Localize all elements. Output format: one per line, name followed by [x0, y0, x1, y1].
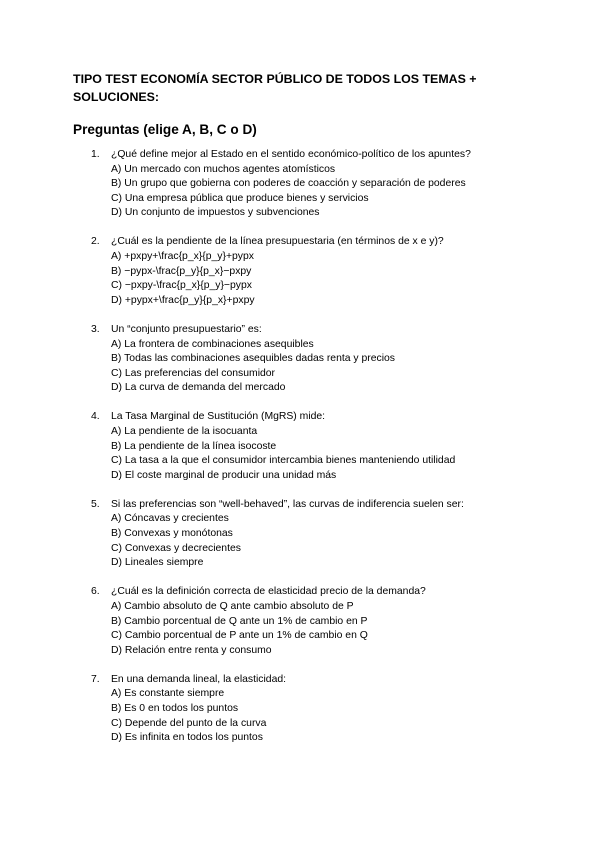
answer-option: B) −pypx-\frac{p_y}{p_x}−pxpy	[111, 265, 252, 277]
question-number: 4.	[91, 411, 100, 423]
question-item	[0, 673, 600, 746]
question-number: 7.	[91, 673, 100, 685]
answer-option: C) Las preferencias del consumidor	[111, 367, 276, 379]
question-text: ¿Qué define mejor al Estado en el sentido económico-político de los apuntes?	[111, 149, 471, 160]
answer-option: A) Cambio absoluto de Q ante cambio absoluto de P	[111, 600, 354, 612]
answer-option: D) La curva de demanda del mercado	[111, 382, 286, 394]
answer-option: A) Un mercado con muchos agentes atomísticos	[111, 163, 336, 175]
answer-option: B) Un grupo que gobierna con poderes de coacción y separación de poderes	[111, 178, 466, 190]
answer-option: A) La frontera de combinaciones asequibles	[111, 338, 314, 350]
question-line	[0, 585, 600, 600]
question-line	[0, 410, 600, 425]
question-item	[0, 235, 600, 308]
answer-option: A) Es constante siempre	[111, 688, 225, 700]
question-line	[0, 323, 600, 338]
question-text: La Tasa Marginal de Sustitución (MgRS) mide:	[111, 411, 326, 423]
question-number: 6.	[91, 586, 100, 598]
question-number: 3.	[91, 323, 100, 335]
question-text: ¿Cuál es la pendiente de la línea presupuestaria (en términos de x e y)?	[111, 236, 444, 248]
answer-option: C) −pxpy-\frac{p_x}{p_y}−pypx	[111, 280, 252, 292]
answer-option: D) Un conjunto de impuestos y subvenciones	[111, 207, 320, 219]
answer-option: B) Convexas y monótonas	[111, 528, 233, 540]
answer-option: C) La tasa a la que el consumidor intercambia bienes manteniendo utilidad	[111, 455, 456, 467]
question-item	[0, 585, 600, 658]
answer-option: A) Cóncavas y crecientes	[111, 513, 229, 525]
question-item	[0, 323, 600, 396]
question-text: ¿Cuál es la definición correcta de elasticidad precio de la demanda?	[111, 586, 426, 598]
question-item	[0, 498, 600, 571]
answer-option: B) Cambio porcentual de Q ante un 1% de cambio en P	[111, 615, 368, 627]
document-title: TIPO TEST ECONOMÍA SECTOR PÚBLICO DE TODOS LOS TEMAS + SOLUCIONES:	[73, 72, 477, 104]
answer-option: D) +pypx+\frac{p_y}{p_x}+pxpy	[111, 294, 255, 306]
question-item	[0, 410, 600, 483]
answer-option: D) Lineales siempre	[111, 557, 204, 569]
answer-option: C) Cambio porcentual de P ante un 1% de cambio en Q	[111, 630, 368, 642]
answer-option: B) Es 0 en todos los puntos	[111, 703, 239, 714]
section-heading: Preguntas (elige A, B, C o D)	[73, 122, 257, 137]
answer-option: B) Todas las combinaciones asequibles dadas renta y precios	[111, 353, 395, 365]
answer-option: B) La pendiente de la línea isocoste	[111, 440, 277, 452]
question-text: Un “conjunto presupuestario” es:	[111, 323, 262, 335]
answer-option: C) Depende del punto de la curva	[111, 717, 267, 729]
answer-option: D) Relación entre renta y consumo	[111, 644, 272, 656]
question-text: Si las preferencias son “well-behaved”, las curvas de indiferencia suelen ser:	[111, 498, 464, 510]
question-line	[0, 498, 600, 513]
question-text: En una demanda lineal, la elasticidad:	[111, 673, 287, 685]
question-number: 5.	[91, 498, 100, 510]
question-line	[0, 673, 600, 688]
question-number: 2.	[91, 236, 100, 248]
answer-option: A) +pxpy+\frac{p_x}{p_y}+pypx	[111, 251, 254, 263]
question-list	[0, 148, 600, 760]
answer-option: A) La pendiente de la isocuanta	[111, 426, 258, 437]
question-number: 1.	[91, 149, 100, 160]
question-item	[0, 148, 600, 221]
answer-option: D) Es infinita en todos los puntos	[111, 732, 263, 744]
answer-option: D) El coste marginal de producir una unidad más	[111, 469, 337, 481]
question-line	[0, 148, 600, 163]
answer-option: C) Una empresa pública que produce bienes y servicios	[111, 192, 369, 204]
answer-option: C) Convexas y decrecientes	[111, 542, 241, 554]
question-line	[0, 235, 600, 250]
